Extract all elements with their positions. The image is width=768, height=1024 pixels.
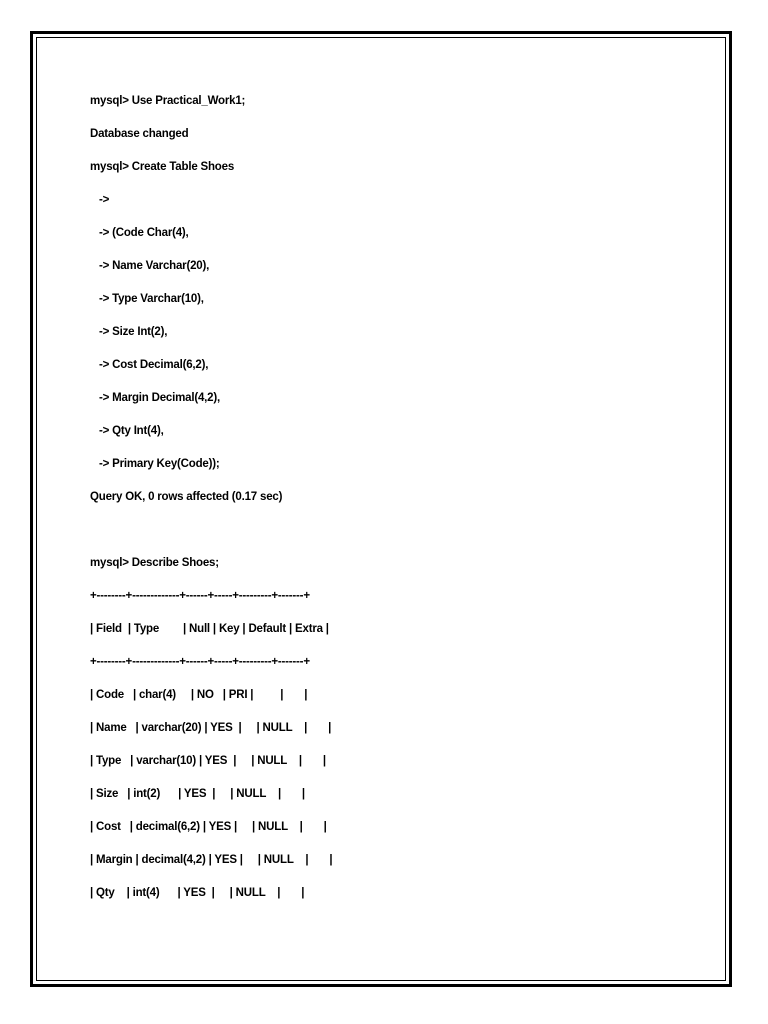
output-line: Query OK, 0 rows affected (0.17 sec) [90, 491, 283, 503]
table-row: | Type | varchar(10) | YES | | NULL | | [90, 755, 326, 767]
continuation-line: -> Qty Int(4), [90, 425, 164, 437]
continuation-line: -> Primary Key(Code)); [90, 458, 220, 470]
continuation-line: -> [90, 194, 110, 206]
continuation-line: -> (Code Char(4), [90, 227, 189, 239]
command-line: mysql> Describe Shoes; [90, 557, 219, 569]
table-border-line: +--------+-------------+------+-----+---------+-------+ [90, 656, 310, 668]
continuation-line: -> Margin Decimal(4,2), [90, 392, 220, 404]
table-row: | Code | char(4) | NO | PRI | | | [90, 689, 308, 701]
table-row: | Qty | int(4) | YES | | NULL | | [90, 887, 305, 899]
document-body [90, 92, 710, 917]
command-line: mysql> Use Practical_Work1; [90, 95, 246, 107]
continuation-line: -> Name Varchar(20), [90, 260, 210, 272]
continuation-line: -> Size Int(2), [90, 326, 168, 338]
continuation-line: -> Cost Decimal(6,2), [90, 359, 209, 371]
table-row: | Cost | decimal(6,2) | YES | | NULL | | [90, 821, 327, 833]
command-line: mysql> Create Table Shoes [90, 161, 235, 173]
blank-line [90, 521, 710, 554]
continuation-line: -> Type Varchar(10), [90, 293, 204, 305]
output-line: Database changed [90, 128, 189, 140]
table-header-row: | Field | Type | Null | Key | Default | Extra | [90, 623, 329, 635]
table-row: | Name | varchar(20) | YES | | NULL | | [90, 722, 332, 734]
table-row: | Margin | decimal(4,2) | YES | | NULL | | [90, 854, 333, 866]
table-border-line: +--------+-------------+------+-----+---------+-------+ [90, 590, 310, 602]
table-row: | Size | int(2) | YES | | NULL | | [90, 788, 305, 800]
